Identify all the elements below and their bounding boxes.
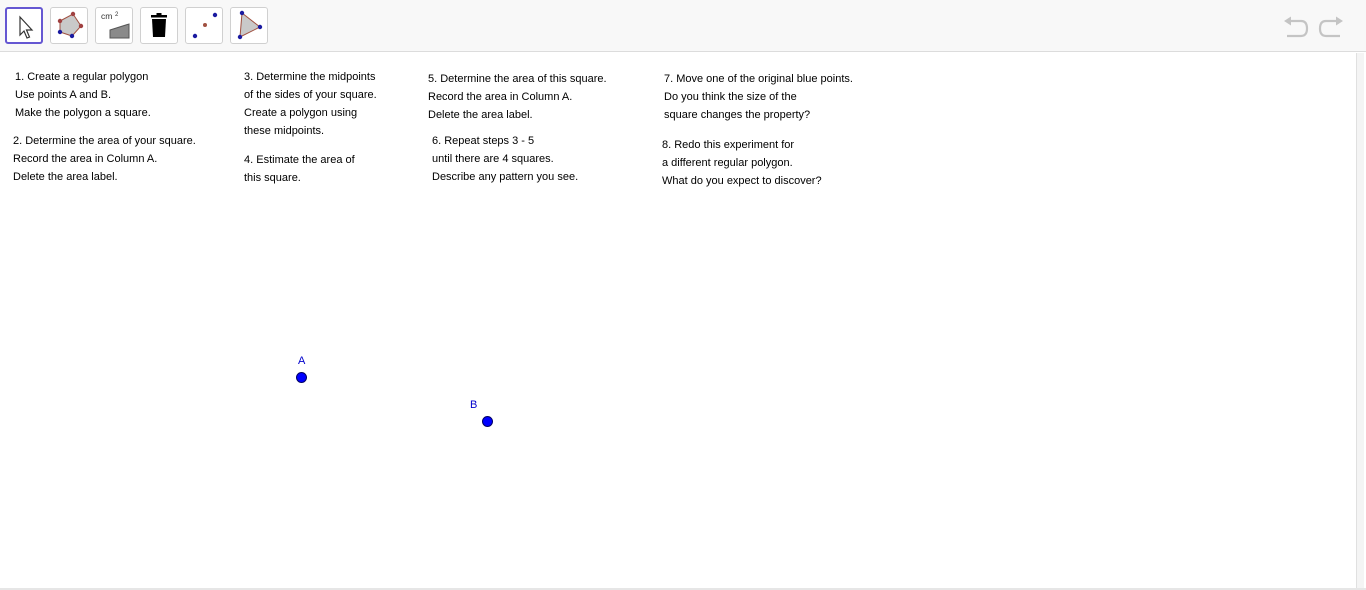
text-line: Make the polygon a square.	[15, 107, 151, 119]
midpoint-icon	[186, 8, 222, 43]
text-line: these midpoints.	[244, 125, 325, 137]
text-line: 7. Move one of the original blue points.	[664, 73, 853, 85]
text-line: of the sides of your square.	[244, 89, 377, 101]
point-b[interactable]	[482, 416, 493, 427]
step5-text	[428, 70, 607, 124]
text-line: Delete the area label.	[13, 171, 118, 183]
graphics-view[interactable]	[0, 53, 1356, 588]
step8-text	[662, 136, 822, 190]
undo-button[interactable]	[1281, 14, 1309, 40]
text-line: Delete the area label.	[428, 109, 533, 121]
text-line: 1. Create a regular polygon	[15, 71, 149, 83]
midpoint-tool[interactable]	[185, 7, 223, 44]
text-line: until there are 4 squares.	[432, 153, 554, 165]
text-line: 8. Redo this experiment for	[662, 139, 795, 151]
point-b-label: B	[470, 399, 478, 411]
step1-text	[15, 68, 151, 122]
step6-text	[432, 132, 578, 186]
text-line: a different regular polygon.	[662, 157, 793, 169]
toolbar	[0, 0, 1366, 52]
polygon-tool[interactable]	[230, 7, 268, 44]
text-line: What do you expect to discover?	[662, 175, 822, 187]
trash-icon	[141, 8, 177, 43]
text-line: 5. Determine the area of this square.	[428, 73, 607, 85]
regular-polygon-tool[interactable]	[50, 7, 88, 44]
text-line: Record the area in Column A.	[13, 153, 158, 165]
text-line: 4. Estimate the area of	[244, 154, 355, 166]
step3-text	[244, 68, 377, 140]
area-unit: cm	[101, 11, 113, 21]
step2-text	[13, 132, 196, 186]
text-line: 6. Repeat steps 3 - 5	[432, 135, 535, 147]
step7-text	[664, 70, 853, 124]
text-line: this square.	[244, 172, 301, 184]
text-line: square changes the property?	[664, 109, 811, 121]
redo-button[interactable]	[1318, 14, 1346, 40]
text-line: Do you think the size of the	[664, 91, 797, 103]
text-line: Create a polygon using	[244, 107, 358, 119]
regular-polygon-icon	[51, 8, 87, 43]
point-a-label: A	[298, 355, 306, 367]
polygon-icon	[231, 8, 267, 43]
area-unit-power: 2	[115, 12, 119, 18]
text-line: Use points A and B.	[15, 89, 112, 101]
delete-tool[interactable]	[140, 7, 178, 44]
text-line: 2. Determine the area of your square.	[13, 135, 196, 147]
point-a[interactable]	[296, 372, 307, 383]
text-line: Describe any pattern you see.	[432, 171, 579, 183]
move-tool[interactable]	[5, 7, 43, 44]
area-icon	[96, 8, 132, 43]
text-line: 3. Determine the midpoints	[244, 71, 376, 83]
text-line: Record the area in Column A.	[428, 91, 573, 103]
undo-icon	[1281, 14, 1309, 40]
step4-text	[244, 151, 355, 187]
scrollbar[interactable]	[1356, 53, 1364, 588]
redo-icon	[1318, 14, 1346, 40]
arrow-cursor-icon	[7, 9, 41, 42]
area-tool[interactable]	[95, 7, 133, 44]
